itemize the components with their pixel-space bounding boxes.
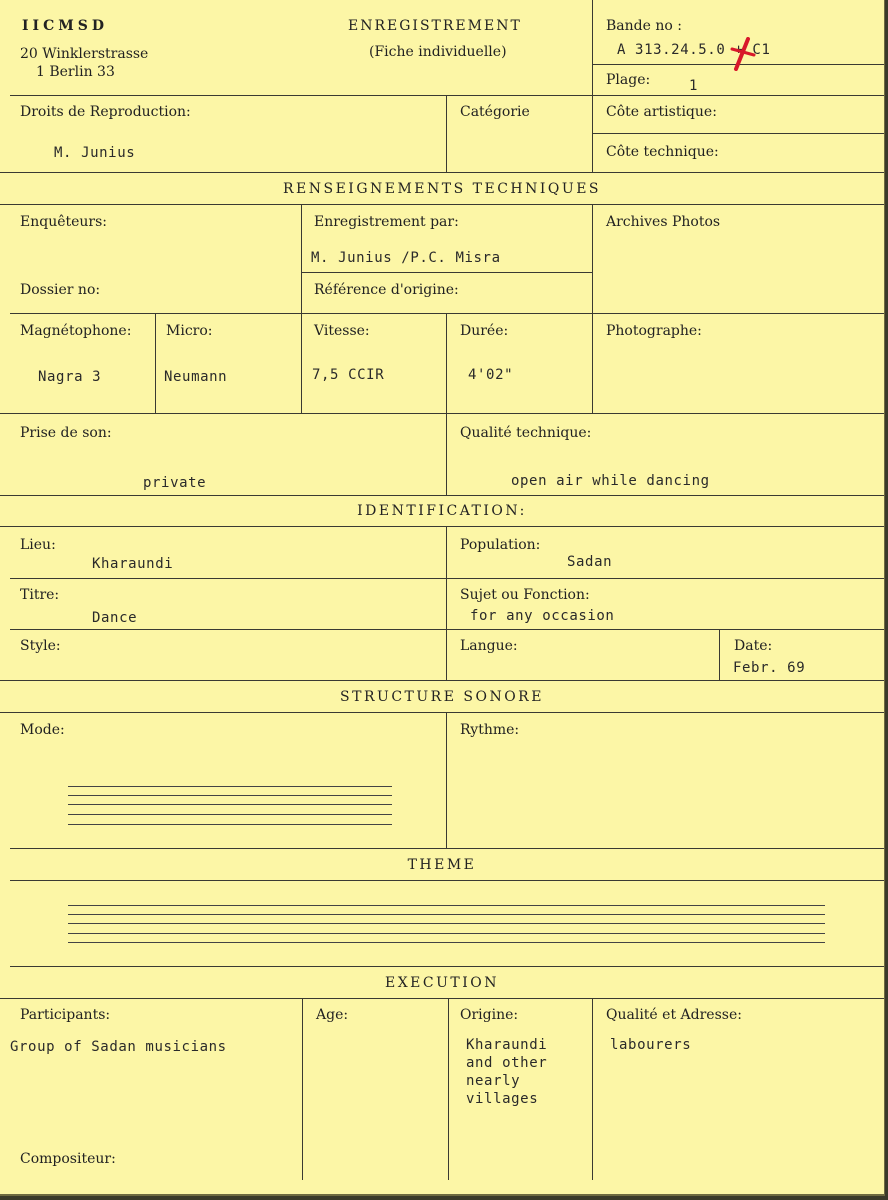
form-title: ENREGISTREMENT [348, 18, 522, 34]
divider [301, 204, 302, 413]
cote-technique-label: Côte technique: [606, 144, 719, 160]
staff-line [68, 824, 392, 825]
langue-label: Langue: [460, 638, 518, 654]
enqueteurs-label: Enquêteurs: [20, 214, 108, 230]
enregistrement-par-label: Enregistrement par: [314, 214, 459, 230]
divider [448, 998, 449, 1180]
divider [0, 495, 884, 496]
participants-value: Group of Sadan musicians [10, 1039, 227, 1055]
divider [10, 578, 884, 579]
dossier-label: Dossier no: [20, 282, 101, 298]
org-logo: IICMSD [22, 18, 108, 34]
divider [10, 880, 884, 881]
divider [10, 629, 884, 630]
rights-label: Droits de Reproduction: [20, 104, 191, 120]
divider [592, 0, 593, 172]
staff-line [68, 786, 392, 787]
divider [0, 680, 884, 681]
origine-line2: and other [466, 1055, 548, 1071]
qualite-adresse-value: labourers [610, 1037, 692, 1053]
rythme-label: Rythme: [460, 722, 520, 738]
origine-line4: villages [466, 1091, 539, 1107]
divider [301, 272, 592, 273]
rights-value: M. Junius [54, 145, 136, 161]
staff-line [68, 914, 825, 915]
duree-value: 4'02" [468, 367, 514, 383]
micro-label: Micro: [166, 323, 213, 339]
divider [302, 998, 303, 1180]
origine-line3: nearly [466, 1073, 521, 1089]
qualite-technique-label: Qualité technique: [460, 425, 592, 441]
participants-label: Participants: [20, 1007, 111, 1023]
qualite-technique-value: open air while dancing [511, 473, 710, 489]
divider [446, 95, 447, 172]
duree-label: Durée: [460, 323, 509, 339]
mode-label: Mode: [20, 722, 65, 738]
bande-value: A 313.24.5.0 + C1 [617, 42, 771, 58]
divider [0, 172, 884, 173]
cote-artistique-label: Côte artistique: [606, 104, 717, 120]
titre-value: Dance [92, 610, 138, 626]
section-execution: EXECUTION [384, 975, 499, 991]
titre-label: Titre: [20, 587, 60, 603]
divider [719, 629, 720, 680]
micro-value: Neumann [164, 369, 228, 385]
staff-line [68, 933, 825, 934]
section-theme: THEME [407, 857, 477, 873]
staff-line [68, 905, 825, 906]
vitesse-value: 7,5 CCIR [312, 367, 385, 383]
plage-value: 1 [689, 78, 699, 94]
archives-photos-label: Archives Photos [606, 214, 721, 230]
divider [592, 133, 884, 134]
divider [10, 95, 884, 96]
staff-line [68, 814, 392, 815]
population-value: Sadan [567, 554, 613, 570]
divider [0, 204, 884, 205]
address-line1: 20 Winklerstrasse [20, 46, 149, 62]
enregistrement-par-value: M. Junius /P.C. Misra [311, 250, 501, 266]
categorie-label: Catégorie [460, 104, 530, 120]
divider [446, 313, 447, 413]
divider [155, 313, 156, 413]
section-identification: IDENTIFICATION: [357, 503, 527, 519]
origine-line1: Kharaundi [466, 1037, 548, 1053]
photographe-label: Photographe: [606, 323, 702, 339]
lieu-label: Lieu: [20, 537, 56, 553]
vitesse-label: Vitesse: [314, 323, 370, 339]
lieu-value: Kharaundi [92, 556, 174, 572]
sujet-label: Sujet ou Fonction: [460, 587, 590, 603]
prise-label: Prise de son: [20, 425, 112, 441]
divider [592, 998, 593, 1180]
style-label: Style: [20, 638, 61, 654]
divider [10, 848, 884, 849]
address-line2: 1 Berlin 33 [36, 64, 115, 80]
bande-label: Bande no : [606, 18, 682, 34]
staff-line [68, 942, 825, 943]
population-label: Population: [460, 537, 541, 553]
divider [0, 413, 884, 414]
compositeur-label: Compositeur: [20, 1151, 116, 1167]
divider [0, 712, 884, 713]
divider [446, 712, 447, 848]
magnetophone-value: Nagra 3 [38, 369, 102, 385]
reference-label: Référence d'origine: [314, 282, 459, 298]
form-subtitle: (Fiche individuelle) [369, 44, 507, 60]
age-label: Age: [316, 1007, 349, 1023]
staff-line [68, 804, 392, 805]
red-pencil-mark [728, 37, 758, 71]
divider [0, 526, 884, 527]
prise-value: private [143, 475, 207, 491]
staff-line [68, 795, 392, 796]
plage-label: Plage: [606, 72, 651, 88]
section-technical: RENSEIGNEMENTS TECHNIQUES [282, 181, 602, 197]
divider [446, 526, 447, 680]
staff-line [68, 923, 825, 924]
divider [592, 204, 593, 413]
date-value: Febr. 69 [733, 660, 806, 676]
divider [10, 313, 884, 314]
divider [446, 413, 447, 495]
origine-label: Origine: [460, 1007, 519, 1023]
qualite-adresse-label: Qualité et Adresse: [606, 1007, 742, 1023]
section-structure: STRUCTURE SONORE [340, 689, 544, 705]
date-label: Date: [734, 638, 773, 654]
sujet-value: for any occasion [470, 608, 615, 624]
divider [10, 966, 884, 967]
magnetophone-label: Magnétophone: [20, 323, 132, 339]
divider [0, 998, 884, 999]
